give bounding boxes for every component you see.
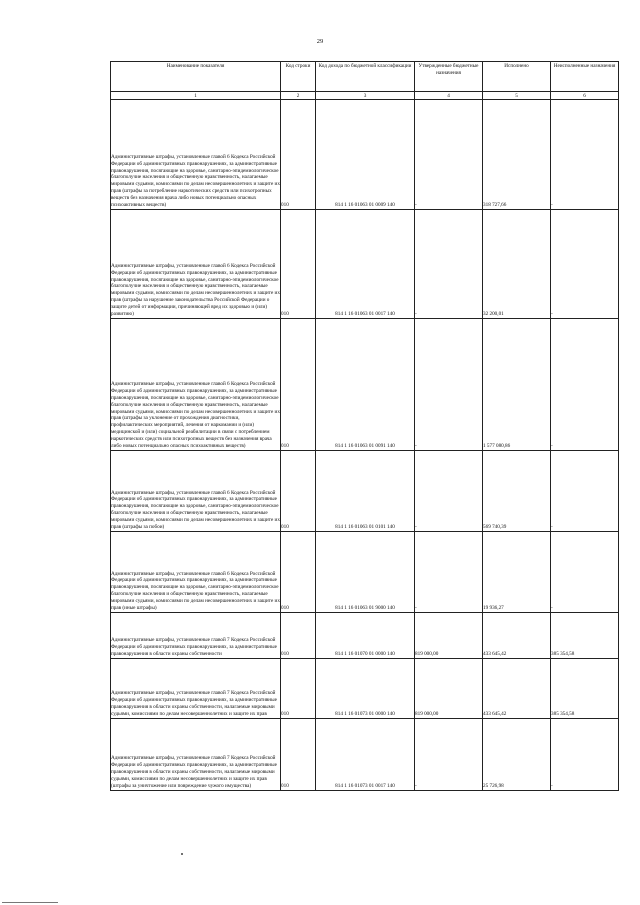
row-line-code: 010 [281, 532, 316, 613]
table-row [111, 532, 619, 613]
row-name: Административные штрафы, установленные главой 6 Кодекса Российской Федерации об административных правонарушениях, за административные правонарушения, посягающие на здоровье, санитарно-эпидемиологическое благополучие населения и общественную нравственность, налагаемые мировыми судьями, комиссиями по делам несовершеннолетних и защите их прав (штрафы за побои) [111, 451, 281, 532]
row-line-code: 010 [281, 100, 316, 210]
row-unexecuted: - [551, 451, 619, 532]
column-number: 4 [415, 92, 483, 100]
row-approved: 819 000,00 [415, 613, 483, 659]
row-budget-code: 814 1 16 01073 01 0000 140 [316, 659, 415, 719]
row-budget-code: 814 1 16 01073 01 0017 140 [316, 719, 415, 791]
table-row [111, 210, 619, 319]
column-number-row [111, 92, 619, 100]
table-row [111, 613, 619, 659]
row-name: Административные штрафы, установленные главой 7 Кодекса Российской Федерации об административных правонарушениях, за административные правонарушения в области охраны собственности [111, 613, 281, 659]
column-header-unexecuted: Неисполненные назначения [551, 62, 619, 92]
column-number: 6 [551, 92, 619, 100]
row-unexecuted: 385 354,58 [551, 613, 619, 659]
column-header-line-code: Код строки [281, 62, 316, 92]
table-header-row [111, 62, 619, 92]
row-unexecuted: - [551, 719, 619, 791]
row-line-code: 010 [281, 210, 316, 319]
row-approved: - [415, 100, 483, 210]
table-row [111, 100, 619, 210]
row-approved: 819 000,00 [415, 659, 483, 719]
row-executed: 433 645,42 [483, 613, 551, 659]
row-name: Административные штрафы, установленные главой 6 Кодекса Российской Федерации об административных правонарушениях, за административные правонарушения, посягающие на здоровье, санитарно-эпидемиологическое благополучие населения и общественную нравственность, налагаемые мировыми судьями, комиссиями по делам несовершеннолетних и защите их прав (штрафы за нарушение законодательства Российской Федерации о защите детей от информации, причиняющей вред их здоровью и (или) развитию) [111, 210, 281, 319]
row-name: Административные штрафы, установленные главой 7 Кодекса Российской Федерации об административных правонарушениях, за административные правонарушения в области охраны собственности, налагаемые мировыми судьями, комиссиями по делам несовершеннолетних и защите их прав [111, 659, 281, 719]
row-line-code: 010 [281, 613, 316, 659]
row-executed: 569 740,39 [483, 451, 551, 532]
column-header-budget-code: Код дохода по бюджетной классификации [316, 62, 415, 92]
row-budget-code: 814 1 16 01063 01 0017 140 [316, 210, 415, 319]
row-unexecuted: - [551, 532, 619, 613]
scan-dot [181, 853, 183, 855]
row-budget-code: 814 1 16 01063 01 0101 140 [316, 451, 415, 532]
column-number: 1 [111, 92, 281, 100]
row-name: Административные штрафы, установленные главой 6 Кодекса Российской Федерации об административных правонарушениях, за административные правонарушения, посягающие на здоровье, санитарно-эпидемиологическое благополучие населения и общественную нравственность, налагаемые мировыми судьями, комиссиями по делам несовершеннолетних и защите их прав (иные штрафы) [111, 532, 281, 613]
column-number: 5 [483, 92, 551, 100]
column-header-executed: Исполнено [483, 62, 551, 92]
row-line-code: 010 [281, 719, 316, 791]
row-executed: 433 645,42 [483, 659, 551, 719]
column-number: 2 [281, 92, 316, 100]
row-budget-code: 814 1 16 01063 01 0091 140 [316, 319, 415, 451]
row-budget-code: 814 1 16 01063 01 9000 140 [316, 532, 415, 613]
page-number: 29 [316, 38, 324, 45]
row-unexecuted: 385 354,58 [551, 659, 619, 719]
row-executed: 25 726,98 [483, 719, 551, 791]
row-approved: - [415, 451, 483, 532]
table-row [111, 451, 619, 532]
row-budget-code: 814 1 16 01070 01 0000 140 [316, 613, 415, 659]
row-executed: 1 577 080,86 [483, 319, 551, 451]
budget-revenue-table [110, 61, 619, 791]
table-row [111, 719, 619, 791]
row-budget-code: 814 1 16 01063 01 0009 140 [316, 100, 415, 210]
row-line-code: 010 [281, 319, 316, 451]
row-executed: 19 936,27 [483, 532, 551, 613]
row-unexecuted: - [551, 319, 619, 451]
row-executed: 318 727,66 [483, 100, 551, 210]
footer-rule [2, 902, 58, 903]
row-executed: 32 200,01 [483, 210, 551, 319]
row-approved: - [415, 210, 483, 319]
table-row [111, 659, 619, 719]
row-approved: - [415, 319, 483, 451]
column-header-name: Наименование показателя [111, 62, 281, 92]
row-line-code: 010 [281, 451, 316, 532]
row-unexecuted: - [551, 100, 619, 210]
row-name: Административные штрафы, установленные главой 7 Кодекса Российской Федерации об административных правонарушениях, за административные правонарушения в области охраны собственности, налагаемые мировыми судьями, комиссиями по делам несовершеннолетних и защите их прав (штрафы за уничтожение или повреждение чужого имущества) [111, 719, 281, 791]
column-number: 3 [316, 92, 415, 100]
row-approved: - [415, 719, 483, 791]
row-unexecuted: - [551, 210, 619, 319]
column-header-approved: Утвержденные бюджетные назначения [415, 62, 483, 92]
row-name: Административные штрафы, установленные главой 6 Кодекса Российской Федерации об административных правонарушениях, за административные правонарушения, посягающие на здоровье, санитарно-эпидемиологическое благополучие населения и общественную нравственность, налагаемые мировыми судьями, комиссиями по делам несовершеннолетних и защите их прав (штрафы за потребление наркотических средств или психотропных веществ без назначения врача либо новых потенциально опасных психоактивных веществ) [111, 100, 281, 210]
table-row [111, 319, 619, 451]
row-approved: - [415, 532, 483, 613]
row-line-code: 010 [281, 659, 316, 719]
row-name: Административные штрафы, установленные главой 6 Кодекса Российской Федерации об административных правонарушениях, за административные правонарушения, посягающие на здоровье, санитарно-эпидемиологическое благополучие населения и общественную нравственность, налагаемые мировыми судьями, комиссиями по делам несовершеннолетних и защите их прав (штрафы за уклонение от прохождения диагностики, профилактических мероприятий, лечения от наркомании и (или) медицинской и (или) социальной реабилитации в связи с потреблением наркотических средств или психотропных веществ без назначения врача либо новых потенциально опасных психоактивных веществ) [111, 319, 281, 451]
